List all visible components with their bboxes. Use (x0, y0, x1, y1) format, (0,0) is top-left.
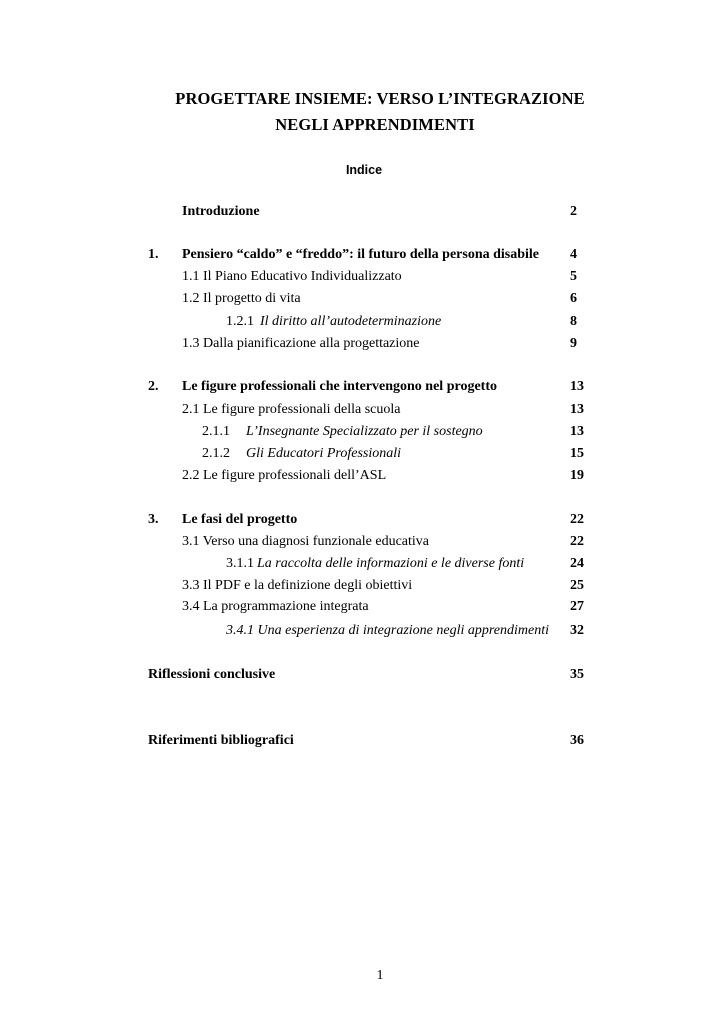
toc-entry-label: Riferimenti bibliografici (148, 733, 294, 748)
toc-entry-page: 15 (570, 446, 584, 461)
toc-entry-label: Introduzione (182, 204, 260, 219)
toc-entry-page: 24 (570, 556, 584, 571)
index-heading: Indice (345, 163, 383, 177)
toc-entry-label: Le fasi del progetto (182, 512, 298, 527)
toc-entry-1-3 (0, 334, 728, 354)
toc-entry-label: 3.4.1 Una esperienza di integrazione negli apprendimenti (226, 623, 549, 638)
toc-entry-label: 2.1 Le figure professionali della scuola (182, 402, 401, 417)
toc-entry-label: 3.3 Il PDF e la definizione degli obiettivi (182, 578, 413, 593)
toc-entry-riferimenti (0, 731, 728, 751)
toc-entry-page: 6 (570, 291, 577, 306)
document-title-line-1: PROGETTARE INSIEME: VERSO L’INTEGRAZIONE (175, 89, 585, 108)
toc-entry-label: Le figure professionali che intervengono nel progetto (182, 379, 497, 394)
toc-entry-3-1-1 (0, 554, 728, 574)
toc-entry-page: 22 (570, 512, 584, 527)
toc-chapter-number: 2. (148, 379, 159, 394)
toc-entry-page: 13 (570, 379, 584, 394)
toc-chapter-number: 1. (148, 247, 159, 262)
toc-entry-3-4-1 (0, 621, 728, 641)
toc-entry-label: La raccolta delle informazioni e le diverse fonti (257, 556, 525, 571)
toc-entry-label: 1.3 Dalla pianificazione alla progettazione (182, 336, 420, 351)
toc-entry-page: 32 (570, 623, 584, 638)
toc-entry-3-1 (0, 532, 728, 552)
toc-entry-label: 3.1 Verso una diagnosi funzionale educativa (182, 534, 430, 549)
toc-entry-label: 3.4 La programmazione integrata (182, 599, 369, 614)
toc-entry-label: Gli Educatori Professionali (246, 446, 402, 461)
toc-entry-3-4 (0, 597, 728, 617)
toc-entry-number: 2.1.2 (202, 446, 230, 461)
toc-entry-page: 35 (570, 667, 584, 682)
toc-entry-chapter-2 (0, 377, 728, 397)
toc-entry-label: Il diritto all’autodeterminazione (260, 314, 442, 329)
toc-entry-page: 13 (570, 402, 584, 417)
toc-entry-page: 8 (570, 314, 577, 329)
toc-entry-1-1 (0, 267, 728, 287)
toc-entry-page: 9 (570, 336, 577, 351)
toc-entry-label: 2.2 Le figure professionali dell’ASL (182, 468, 387, 483)
toc-entry-1-2-1 (0, 312, 728, 332)
toc-entry-page: 4 (570, 247, 577, 262)
toc-entry-page: 19 (570, 468, 584, 483)
toc-entry-2-1 (0, 400, 728, 420)
toc-entry-label: 1.2 Il progetto di vita (182, 291, 301, 306)
toc-entry-label: 1.1 Il Piano Educativo Individualizzato (182, 269, 402, 284)
toc-entry-page: 13 (570, 424, 584, 439)
toc-entry-2-1-2 (0, 444, 728, 464)
toc-entry-2-1-1 (0, 422, 728, 442)
toc-entry-number: 3.1.1 (226, 556, 254, 571)
toc-entry-number: 2.1.1 (202, 424, 230, 439)
toc-chapter-number: 3. (148, 512, 159, 527)
toc-entry-chapter-1 (0, 245, 728, 265)
toc-entry-page: 36 (570, 733, 584, 748)
toc-entry-1-2 (0, 289, 728, 309)
document-title-line-2: NEGLI APPRENDIMENTI (275, 115, 475, 134)
toc-entry-introduzione (0, 202, 728, 222)
toc-entry-page: 25 (570, 578, 584, 593)
toc-entry-number: 1.2.1 (226, 314, 254, 329)
toc-entry-3-3 (0, 576, 728, 596)
toc-entry-riflessioni (0, 665, 728, 685)
toc-entry-chapter-3 (0, 510, 728, 530)
toc-entry-label: Pensiero “caldo” e “freddo”: il futuro della persona disabile (182, 247, 540, 262)
toc-entry-page: 5 (570, 269, 577, 284)
toc-entry-label: Riflessioni conclusive (148, 667, 276, 682)
page-number: 1 (376, 968, 384, 983)
toc-entry-page: 22 (570, 534, 584, 549)
toc-entry-2-2 (0, 466, 728, 486)
toc-entry-page: 27 (570, 599, 584, 614)
toc-entry-page: 2 (570, 204, 577, 219)
toc-entry-label: L’Insegnante Specializzato per il sostegno (246, 424, 483, 439)
